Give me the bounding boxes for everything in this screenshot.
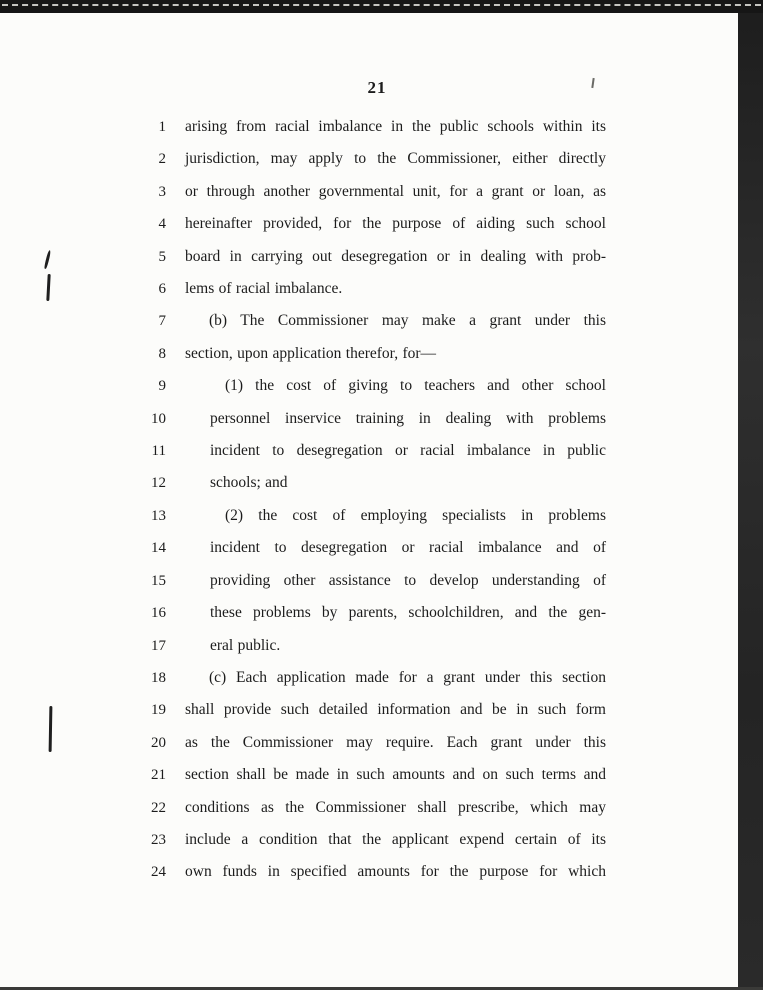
text-line (148, 338, 606, 370)
line-text: lems of racial imbalance. (185, 280, 343, 298)
text-line (148, 467, 606, 499)
text-line (148, 532, 606, 564)
line-text: eral public. (210, 636, 281, 654)
line-number: 8 (158, 345, 166, 362)
line-number: 22 (151, 799, 166, 816)
line-number: 21 (151, 767, 166, 784)
line-text: section shall be made in such amounts and on such terms and (185, 766, 606, 784)
page-number: 21 (367, 78, 387, 97)
line-text: personnel inservice training in dealing with problems (210, 409, 606, 427)
margin-brace-mark-upper (44, 250, 52, 269)
margin-stroke-mark-upper (46, 274, 50, 301)
text-line (148, 727, 606, 759)
line-number: 14 (151, 540, 166, 557)
text-line (148, 111, 606, 143)
line-text: incident to desegregation or racial imbalance and of (210, 539, 606, 557)
text-line (148, 273, 606, 305)
text-line (148, 370, 606, 402)
line-text: shall provide such detailed information and be in such form (185, 701, 606, 719)
line-number: 16 (151, 605, 166, 622)
line-number: 5 (158, 248, 166, 265)
line-text: as the Commissioner may require. Each grant under this (185, 733, 606, 751)
line-number: 12 (151, 475, 166, 492)
line-text: section, upon application therefor, for— (185, 344, 437, 362)
line-text: providing other assistance to develop understanding of (210, 571, 606, 589)
line-text: incident to desegregation or racial imbalance in public (210, 442, 606, 460)
line-number: 6 (158, 281, 166, 298)
text-line (148, 759, 606, 791)
line-number: 13 (151, 507, 166, 524)
line-text: schools; and (210, 474, 288, 492)
text-line (148, 565, 606, 597)
text-body (148, 111, 606, 889)
line-text: hereinafter provided, for the purpose of aiding such school (185, 215, 606, 233)
line-text: (1) the cost of giving to teachers and other school (225, 377, 606, 395)
line-text: (2) the cost of employing specialists in problems (225, 506, 606, 524)
line-number: 17 (151, 637, 166, 654)
text-line (148, 176, 606, 208)
text-line (148, 208, 606, 240)
line-number: 9 (158, 378, 166, 395)
line-text: (c) Each application made for a grant under this section (209, 668, 606, 686)
text-line (148, 500, 606, 532)
line-number: 2 (158, 151, 166, 168)
line-number: 7 (158, 313, 166, 330)
text-line (148, 792, 606, 824)
text-line (148, 305, 606, 337)
line-number: 3 (158, 183, 166, 200)
line-number: 23 (151, 831, 166, 848)
scan-edge-top (0, 0, 763, 13)
text-line (148, 856, 606, 888)
line-number: 1 (158, 119, 166, 135)
text-line (148, 662, 606, 694)
line-text: conditions as the Commissioner shall prescribe, which may (185, 798, 606, 816)
text-line (148, 435, 606, 467)
line-number: 24 (151, 864, 166, 881)
line-number: 18 (151, 669, 166, 686)
text-line (148, 403, 606, 435)
line-text: these problems by parents, schoolchildren, and the gen- (210, 604, 606, 622)
text-line (148, 241, 606, 273)
text-line (148, 630, 606, 662)
text-line (148, 143, 606, 175)
line-number: 4 (158, 216, 166, 233)
line-number: 15 (151, 572, 166, 589)
line-number: 11 (151, 443, 166, 460)
line-text: or through another governmental unit, for a grant or loan, as (185, 182, 606, 200)
line-text: include a condition that the applicant expend certain of its (185, 830, 606, 848)
line-text: board in carrying out desegregation or in dealing with prob- (185, 247, 606, 265)
text-line (148, 597, 606, 629)
line-number: 20 (151, 734, 166, 751)
document-page (148, 78, 606, 889)
scan-edge-right (738, 0, 763, 990)
line-text: jurisdiction, may apply to the Commissioner, either directly (185, 150, 606, 168)
text-line (148, 824, 606, 856)
text-line (148, 694, 606, 726)
line-text: own funds in specified amounts for the purpose for which (185, 863, 606, 881)
line-number: 10 (151, 410, 166, 427)
margin-stroke-mark-lower (49, 706, 53, 752)
line-text: arising from racial imbalance in the public schools within its (185, 118, 606, 135)
line-number: 19 (151, 702, 166, 719)
line-text: (b) The Commissioner may make a grant under this (209, 312, 606, 330)
